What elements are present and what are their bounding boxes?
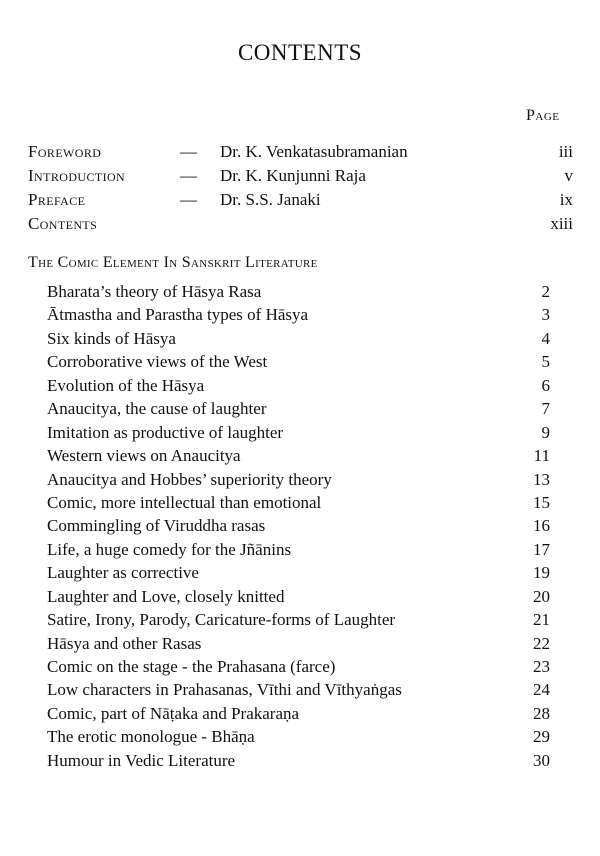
toc-entry-title: Evolution of the Hāsya	[47, 375, 205, 395]
toc-entry-page: 19	[533, 563, 550, 583]
toc-entry-page: 30	[533, 750, 550, 770]
toc-entry-title: Comic on the stage - the Prahasana (farce)	[47, 657, 336, 676]
toc-entry-page: 2	[541, 282, 550, 301]
toc-entry-page: 24	[533, 680, 550, 700]
toc-entry-title: Western views on Anaucitya	[47, 446, 241, 466]
front-matter-author: Dr. K. Kunjunni Raja	[220, 166, 366, 185]
front-matter-row	[28, 212, 573, 236]
toc-entry	[47, 608, 550, 631]
toc-entry-page: 17	[533, 539, 550, 559]
toc-entry-title: Imitation as productive of laughter	[47, 422, 284, 442]
toc-entry	[47, 702, 550, 725]
toc-entry	[47, 421, 550, 444]
toc-entry-title: Hāsya and other Rasas	[47, 633, 202, 653]
section-heading: The Comic Element In Sanskrit Literature	[28, 254, 318, 271]
toc-entry-title: Humour in Vedic Literature	[47, 750, 236, 770]
toc-entry	[47, 749, 550, 772]
front-matter-page: v	[564, 166, 573, 185]
toc-entry-title: Comic, part of Nāṭaka and Prakaraṇa	[47, 703, 300, 723]
front-matter-label: Introduction	[28, 166, 126, 185]
page-column-label: Page	[526, 107, 560, 124]
toc-entry-title: Low characters in Prahasanas, Vīthi and Vīthyaṅgas	[47, 680, 402, 700]
front-matter-label: Contents	[28, 214, 98, 233]
front-matter-page: ix	[559, 190, 573, 209]
toc-entry-title: The erotic monologue - Bhāṇa	[47, 727, 255, 747]
toc-entry-title: Commingling of Viruddha rasas	[47, 516, 266, 536]
toc-entry-page: 16	[533, 516, 550, 536]
toc-entry-title: Bharata’s theory of Hāsya Rasa	[47, 282, 262, 301]
toc-entry	[47, 374, 550, 397]
toc-entry-page: 6	[541, 375, 550, 395]
toc-entry-title: Satire, Irony, Parody, Caricature-forms of Laughter	[47, 610, 396, 630]
toc-entry-title: Six kinds of Hāsya	[47, 328, 176, 348]
toc-entry	[47, 303, 550, 326]
toc-entry-page: 23	[533, 657, 550, 676]
toc-entry-page: 29	[533, 727, 550, 747]
toc-entry-title: Anaucitya and Hobbes’ superiority theory	[47, 469, 332, 489]
toc-entry-page: 15	[533, 492, 550, 512]
front-matter-label: Preface	[28, 190, 86, 209]
toc-entry-title: Ātmastha and Parastha types of Hāsya	[47, 305, 309, 325]
front-matter-row	[28, 164, 573, 188]
toc-entry-page: 3	[541, 305, 550, 325]
toc-entry-page: 11	[533, 446, 550, 466]
toc-entry-page: 21	[533, 610, 550, 630]
front-matter-page: iii	[558, 142, 573, 161]
toc-entry-page: 22	[533, 633, 550, 653]
toc-entry	[47, 491, 550, 514]
front-matter-page: xiii	[550, 214, 573, 233]
front-matter-author: Dr. K. Venkatasubramanian	[220, 142, 408, 161]
toc-entry	[47, 725, 550, 748]
toc-entry-title: Laughter as corrective	[47, 563, 199, 583]
toc-entry-page: 7	[541, 399, 550, 419]
toc-entry-page: 28	[533, 703, 550, 723]
toc-entry-title: Anaucitya, the cause of laughter	[47, 399, 267, 419]
front-matter-dash: —	[180, 142, 197, 161]
toc-entry-page: 4	[541, 328, 550, 348]
front-matter-dash: —	[180, 166, 197, 185]
toc-entry	[47, 585, 550, 608]
toc-entry	[47, 678, 550, 701]
toc-entry	[47, 538, 550, 561]
toc-list	[47, 280, 550, 772]
toc-entry-title: Life, a huge comedy for the Jñānins	[47, 539, 292, 559]
front-matter-row	[28, 140, 573, 164]
toc-entry-title: Laughter and Love, closely knitted	[47, 586, 285, 606]
front-matter-dash: —	[180, 190, 197, 209]
front-matter-label: Foreword	[28, 142, 102, 161]
toc-entry-title: Corroborative views of the West	[47, 352, 268, 372]
toc-entry	[47, 327, 550, 350]
toc-entry	[47, 397, 550, 420]
toc-entry-page: 20	[533, 586, 550, 606]
page-title: CONTENTS	[237, 40, 363, 65]
front-matter-row	[28, 188, 573, 212]
toc-entry	[47, 468, 550, 491]
toc-entry	[47, 561, 550, 584]
toc-entry	[47, 280, 550, 303]
toc-entry-page: 9	[541, 422, 550, 442]
front-matter-list	[28, 140, 573, 236]
toc-entry	[47, 514, 550, 537]
toc-entry-title: Comic, more intellectual than emotional	[47, 492, 322, 512]
toc-entry	[47, 632, 550, 655]
toc-entry-page: 5	[541, 352, 550, 372]
front-matter-author: Dr. S.S. Janaki	[220, 190, 321, 209]
toc-entry	[47, 350, 550, 373]
toc-entry	[47, 655, 550, 678]
toc-entry-page: 13	[533, 469, 550, 489]
toc-entry	[47, 444, 550, 467]
